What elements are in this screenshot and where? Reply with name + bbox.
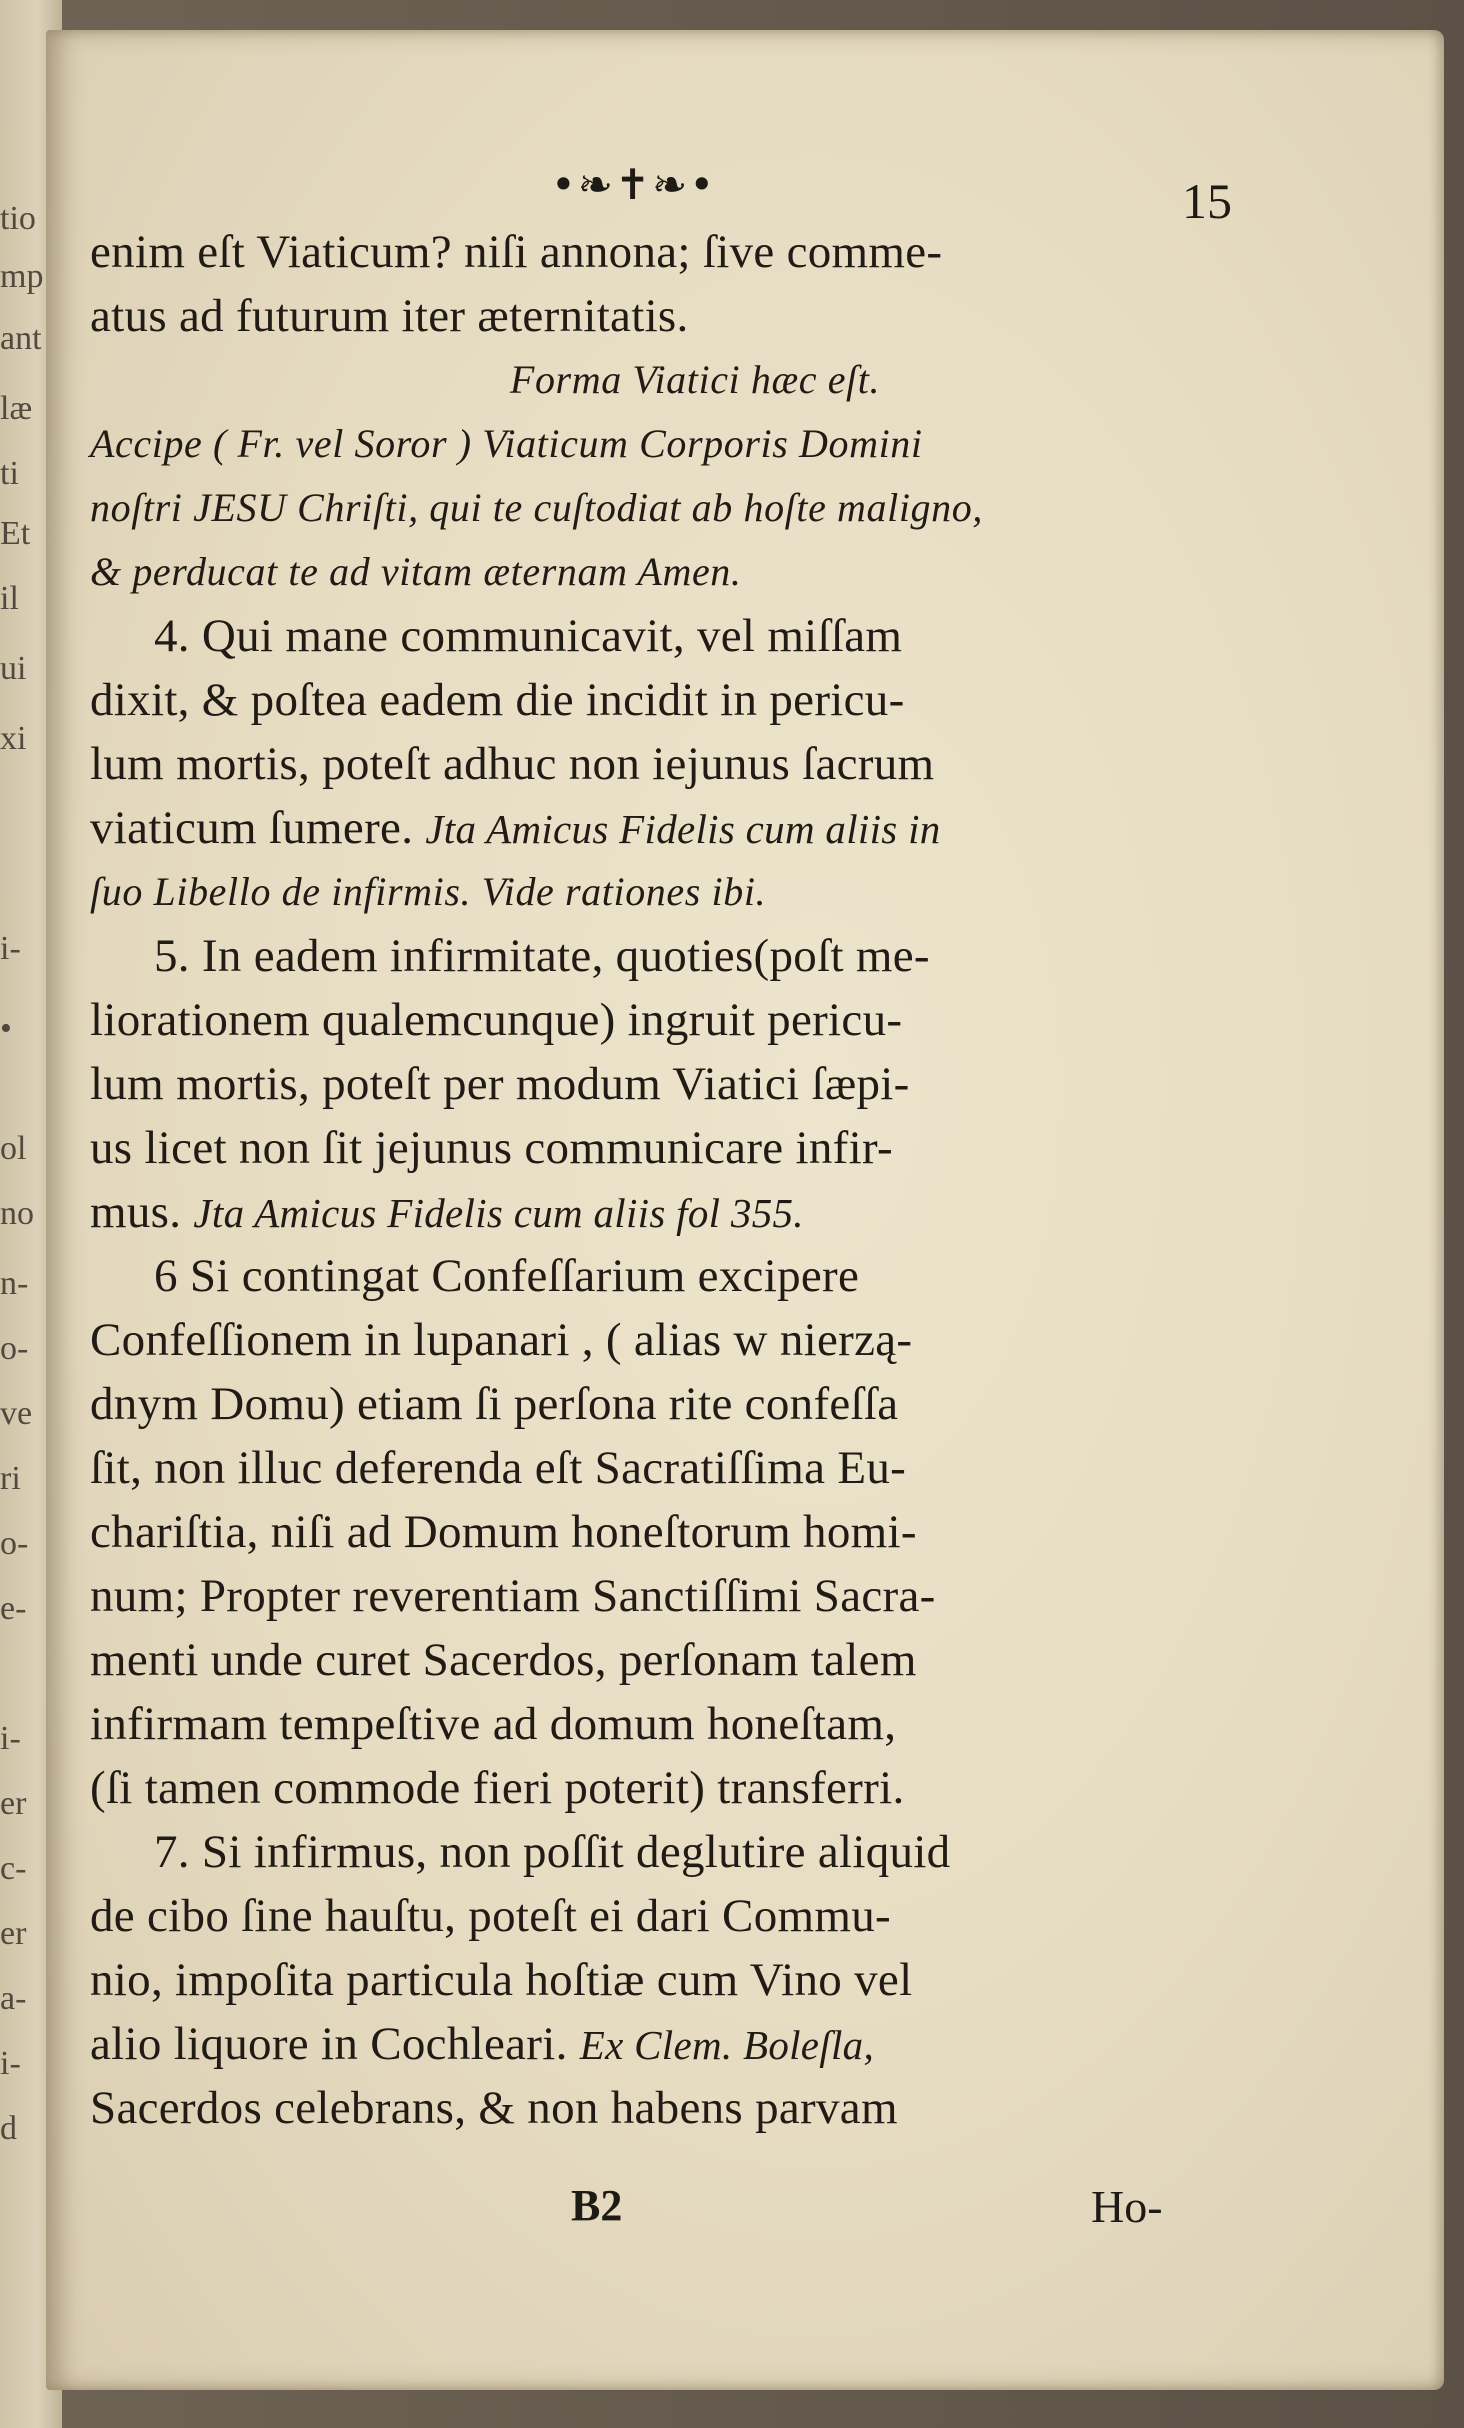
margin-fragment: il bbox=[0, 580, 19, 617]
text-line bbox=[90, 1180, 1300, 1244]
margin-fragment: d bbox=[0, 2110, 17, 2147]
text-line: Confeſſionem in lupanari , ( alias w nierzą- bbox=[90, 1314, 913, 1366]
margin-fragment: e- bbox=[0, 1590, 27, 1627]
margin-fragment: ui bbox=[0, 650, 27, 687]
margin-fragment: ti bbox=[0, 455, 19, 492]
text-line: 5. In eadem infirmitate, quoties(poſt me- bbox=[154, 930, 930, 982]
margin-fragment: • bbox=[0, 1010, 12, 1047]
margin-fragment: ant bbox=[0, 320, 42, 357]
text-line: dixit, & poſtea eadem die incidit in pericu- bbox=[90, 674, 905, 726]
text-line: (ſi tamen commode fieri poterit) transferri. bbox=[90, 1762, 905, 1814]
text-line bbox=[90, 2012, 1300, 2076]
margin-fragment: tio bbox=[0, 200, 36, 237]
line-italic-reference: Jta Amicus Fidelis cum aliis in bbox=[425, 806, 941, 852]
margin-fragment: i- bbox=[0, 930, 21, 967]
text-line: 4. Qui mane communicavit, vel miſſam bbox=[154, 610, 903, 662]
line-italic-reference: Jta Amicus Fidelis cum aliis fol 355. bbox=[193, 1190, 804, 1236]
line-roman-part: viaticum ſumere. bbox=[90, 802, 414, 854]
margin-fragment: Et bbox=[0, 515, 31, 552]
text-line: atus ad futurum iter æternitatis. bbox=[90, 290, 689, 342]
text-line: us licet non ſit jejunus communicare infir- bbox=[90, 1122, 893, 1174]
text-line: noſtri JESU Chriſti, qui te cuſtodiat ab hoſte maligno, bbox=[90, 485, 983, 530]
text-line: lum mortis, poteſt per modum Viatici ſæpi- bbox=[90, 1058, 910, 1110]
body-text bbox=[90, 220, 1300, 2140]
catchword: Ho- bbox=[1091, 2181, 1163, 2232]
text-line: menti unde curet Sacerdos, perſonam talem bbox=[90, 1634, 917, 1686]
header-ornament: •❧✝❧• bbox=[551, 160, 717, 209]
text-line: num; Propter reverentiam Sanctiſſimi Sacra- bbox=[90, 1570, 936, 1622]
text-line: dnym Domu) etiam ſi perſona rite confeſſa bbox=[90, 1378, 899, 1430]
margin-fragment: o- bbox=[0, 1330, 29, 1367]
margin-fragment: n- bbox=[0, 1265, 29, 1302]
text-line: lum mortis, poteſt adhuc non iejunus ſacrum bbox=[90, 738, 935, 790]
text-line: ſit, non illuc deferenda eſt Sacratiſſima Eu- bbox=[90, 1442, 907, 1494]
text-line: Accipe ( Fr. vel Soror ) Viaticum Corporis Domini bbox=[90, 421, 923, 466]
margin-fragment: i- bbox=[0, 2045, 21, 2082]
line-roman-part: mus. bbox=[90, 1186, 182, 1238]
text-line: & perducat te ad vitam æternam Amen. bbox=[90, 549, 742, 594]
text-line: chariſtia, niſi ad Domum honeſtorum homi- bbox=[90, 1506, 917, 1558]
book-page bbox=[46, 30, 1444, 2390]
margin-fragment: mp bbox=[0, 258, 44, 295]
margin-fragment: xi bbox=[0, 720, 27, 757]
text-line: liorationem qualemcunque) ingruit pericu- bbox=[90, 994, 903, 1046]
text-line: Forma Viatici hæc eſt. bbox=[509, 357, 881, 402]
text-line: nio, impoſita particula hoſtiæ cum Vino vel bbox=[90, 1954, 913, 2006]
line-roman-part: alio liquore in Cochleari. bbox=[90, 2018, 568, 2070]
page-number: 15 bbox=[1182, 173, 1232, 229]
margin-fragment: o- bbox=[0, 1525, 29, 1562]
margin-fragment: ol bbox=[0, 1130, 27, 1167]
margin-fragment: no bbox=[0, 1195, 34, 1232]
text-line: ſuo Libello de infirmis. Vide rationes ibi. bbox=[90, 869, 767, 914]
margin-fragment: er bbox=[0, 1915, 27, 1952]
margin-fragment: ve bbox=[0, 1395, 33, 1432]
margin-fragment: læ bbox=[0, 390, 33, 427]
text-line: de cibo ſine hauſtu, poteſt ei dari Commu- bbox=[90, 1890, 891, 1942]
text-line: 6 Si contingat Confeſſarium excipere bbox=[154, 1250, 860, 1302]
line-italic-reference: Ex Clem. Boleſla, bbox=[579, 2022, 875, 2068]
text-line bbox=[90, 796, 1300, 860]
margin-fragment: ri bbox=[0, 1460, 21, 1497]
text-line: enim eſt Viaticum? niſi annona; ſive comme- bbox=[90, 226, 943, 278]
signature-mark: B2 bbox=[571, 2181, 623, 2230]
text-line: infirmam tempeſtive ad domum honeſtam, bbox=[90, 1698, 897, 1750]
text-line: Sacerdos celebrans, & non habens parvam bbox=[90, 2082, 898, 2134]
margin-fragment: a- bbox=[0, 1980, 27, 2017]
margin-fragment: er bbox=[0, 1785, 27, 1822]
margin-fragment: i- bbox=[0, 1720, 21, 1757]
margin-fragment: c- bbox=[0, 1850, 27, 1887]
text-line: 7. Si infirmus, non poſſit deglutire aliquid bbox=[154, 1826, 951, 1878]
